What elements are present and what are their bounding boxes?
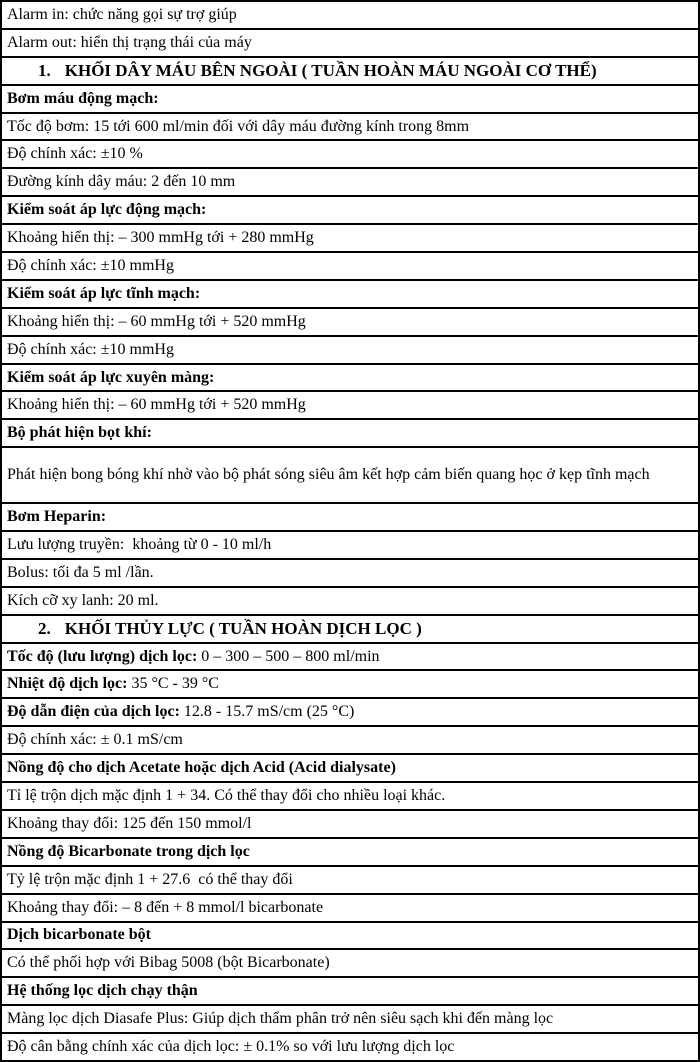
table-row — [2, 671, 698, 699]
table-row — [2, 141, 698, 169]
table-row — [2, 588, 698, 616]
row-text: Tỷ lệ trộn mặc định 1 + 27.6 có thể thay đổi — [7, 870, 293, 888]
row-text: Bơm máu động mạch: — [7, 89, 159, 107]
row-text: 12.8 - 15.7 mS/cm (25 °C) — [183, 703, 355, 721]
row-text: Dịch bicarbonate bột — [7, 926, 151, 944]
table-row — [2, 839, 698, 867]
table-row — [2, 392, 698, 420]
table-row — [2, 448, 698, 504]
table-row — [2, 169, 698, 197]
table-row — [2, 560, 698, 588]
row-text: Độ chính xác: ±10 mmHg — [7, 256, 174, 274]
row-text: Độ chính xác: ± 0.1 mS/cm — [7, 731, 183, 749]
section-number: 2. — [38, 619, 51, 639]
row-text: Kiểm soát áp lực tĩnh mạch: — [7, 284, 201, 302]
row-text: Nồng độ cho dịch Acetate hoặc dịch Acid (Acid dialysate) — [7, 759, 396, 777]
table-row — [2, 365, 698, 393]
table-row — [2, 2, 698, 30]
table-row — [2, 978, 698, 1006]
table-row — [2, 253, 698, 281]
table-row — [2, 950, 698, 978]
table-row — [2, 420, 698, 448]
row-text: 35 °C - 39 °C — [131, 675, 219, 693]
row-label: Tốc độ (lưu lượng) dịch lọc: — [7, 647, 198, 665]
row-text: KHỐI THỦY LỰC ( TUẦN HOÀN DỊCH LỌC ) — [64, 619, 422, 639]
row-label: Nhiệt độ dịch lọc: — [7, 675, 128, 693]
table-row — [2, 644, 698, 672]
table-row — [2, 197, 698, 225]
row-text: Bơm Heparin: — [7, 508, 107, 526]
row-text: Alarm in: chức năng gọi sự trợ giúp — [7, 5, 237, 23]
table-row — [2, 114, 698, 142]
row-text: 0 – 300 – 500 – 800 ml/min — [201, 647, 380, 665]
table-row — [2, 923, 698, 951]
table-row — [2, 30, 698, 58]
row-text: Phát hiện bong bóng khí nhờ vào bộ phát sóng siêu âm kết hợp cảm biến quang học ở kẹp tĩnh mạch — [7, 466, 650, 484]
table-row — [2, 727, 698, 755]
table-row — [2, 755, 698, 783]
row-text: Màng lọc dịch Diasafe Plus: Giúp dịch thẩm phân trở nên siêu sạch khi đến màng lọc — [7, 1010, 554, 1028]
table-row — [2, 532, 698, 560]
table-row — [2, 86, 698, 114]
row-text: Alarm out: hiển thị trạng thái của máy — [7, 33, 252, 51]
table-row — [2, 699, 698, 727]
row-text: Khoảng hiển thị: – 300 mmHg tới + 280 mmHg — [7, 229, 314, 247]
row-text: Kiểm soát áp lực động mạch: — [7, 201, 207, 219]
row-text: Độ chính xác: ±10 % — [7, 145, 143, 163]
table-row — [2, 309, 698, 337]
table-row — [2, 867, 698, 895]
row-text: Kích cỡ xy lanh: 20 ml. — [7, 591, 159, 609]
table-row — [2, 337, 698, 365]
row-text: Kiểm soát áp lực xuyên màng: — [7, 368, 215, 386]
row-text: Khoảng hiển thị: – 60 mmHg tới + 520 mmHg — [7, 312, 306, 330]
row-text: Khoảng thay đổi: 125 đến 150 mmol/l — [7, 814, 252, 832]
row-text: Lưu lượng truyền: khoảng từ 0 - 10 ml/h — [7, 535, 272, 553]
table-row — [2, 895, 698, 923]
row-text: Bộ phát hiện bọt khí: — [7, 424, 152, 442]
row-text: Nồng độ Bicarbonate trong dịch lọc — [7, 842, 250, 860]
table-row — [2, 1034, 698, 1062]
table-row — [2, 58, 698, 86]
table-row — [2, 616, 698, 644]
row-text: Độ cân bằng chính xác của dịch lọc: ± 0.1% so với lưu lượng dịch lọc — [7, 1038, 455, 1055]
row-text: Tốc độ bơm: 15 tới 600 ml/min đối với dây máu đường kính trong 8mm — [7, 117, 470, 135]
table-row — [2, 811, 698, 839]
row-text: Tỉ lệ trộn dịch mặc định 1 + 34. Có thể thay đổi cho nhiều loại khác. — [7, 786, 446, 804]
row-text: Bolus: tối đa 5 ml /lần. — [7, 563, 154, 581]
row-text: Độ chính xác: ±10 mmHg — [7, 340, 174, 358]
table-row — [2, 1006, 698, 1034]
row-text: Đường kính dây máu: 2 đến 10 mm — [7, 173, 236, 191]
row-text: Khoảng thay đổi: – 8 đến + 8 mmol/l bicarbonate — [7, 898, 324, 916]
row-text: Khoảng hiển thị: – 60 mmHg tới + 520 mmHg — [7, 396, 306, 414]
row-label: Độ dẫn điện của dịch lọc: — [7, 703, 180, 721]
section-number: 1. — [38, 61, 51, 81]
row-text: KHỐI DÂY MÁU BÊN NGOÀI ( TUẦN HOÀN MÁU NGOÀI CƠ THỂ) — [64, 61, 597, 81]
row-text: Hệ thống lọc dịch chạy thận — [7, 982, 198, 1000]
table-row — [2, 281, 698, 309]
table-row — [2, 504, 698, 532]
table-row — [2, 783, 698, 811]
table-row — [2, 225, 698, 253]
row-text: Có thể phối hợp với Bibag 5008 (bột Bicarbonate) — [7, 954, 330, 972]
